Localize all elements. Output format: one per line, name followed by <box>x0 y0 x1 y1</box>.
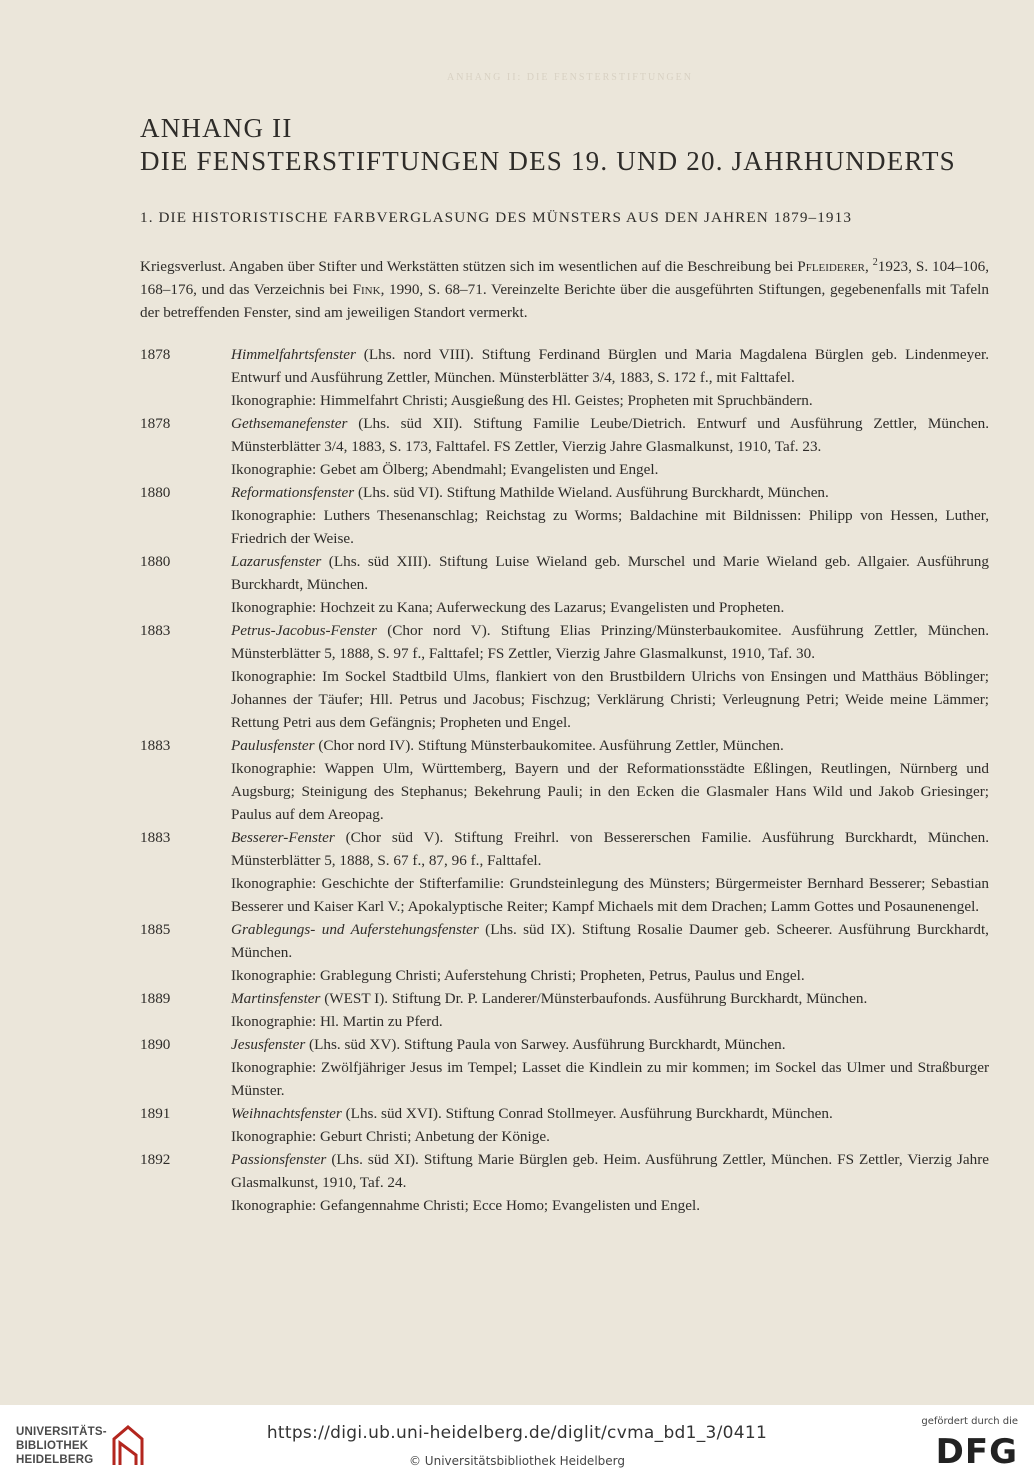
entry-body <box>231 734 989 826</box>
window-entry <box>140 826 989 918</box>
entry-year: 1890 <box>140 1036 171 1053</box>
entry-iconography: Ikonographie: Zwölfjähriger Jesus im Tempel; Lasset die Kindlein zu mir kommen; im Sockel das Ulmer und Straßburger Münster. <box>231 1059 989 1099</box>
window-entry <box>140 550 989 619</box>
entry-year: 1889 <box>140 990 171 1007</box>
window-entry <box>140 918 989 987</box>
entry-year: 1880 <box>140 484 171 501</box>
library-name-line3: HEIDELBERG <box>16 1454 94 1466</box>
window-name: Gethsemanefenster <box>231 415 348 432</box>
section-heading: 1. DIE HISTORISTISCHE FARBVERGLASUNG DES MÜNSTERS AUS DEN JAHREN 1879–1913 <box>140 209 853 226</box>
window-entry <box>140 1148 989 1217</box>
entry-details: (Lhs. nord VIII). Stiftung Ferdinand Bürglen und Maria Magdalena Bürglen geb. Lindenmeyer. Entwurf und Ausführung Zettler, München. Münsterblätter 3/4, 1883, S. 172 f., mit Falttafel. <box>231 346 989 386</box>
entry-year: 1878 <box>140 346 171 363</box>
window-list <box>140 343 989 1217</box>
entry-iconography: Ikonographie: Gebet am Ölberg; Abendmahl; Evangelisten und Engel. <box>231 461 659 478</box>
entry-details: (Chor nord IV). Stiftung Münsterbaukomitee. Ausführung Zettler, München. <box>314 737 784 754</box>
entry-body <box>231 1102 989 1148</box>
entry-body <box>231 481 989 550</box>
permalink-url[interactable]: https://digi.ub.uni-heidelberg.de/diglit/cvma_bd1_3/0411 <box>266 1423 768 1443</box>
entry-body <box>231 826 989 918</box>
entry-details: (Lhs. süd XI). Stiftung Marie Bürglen geb. Heim. Ausführung Zettler, München. FS Zettler, Vierzig Jahre Glasmalkunst, 1910, Taf. 24. <box>231 1151 989 1191</box>
copyright-notice: © Universitätsbibliothek Heidelberg <box>408 1454 625 1468</box>
entry-body <box>231 412 989 481</box>
entry-iconography: Ikonographie: Gefangennahme Christi; Ecce Homo; Evangelisten und Engel. <box>231 1197 700 1214</box>
window-entry <box>140 734 989 826</box>
entry-description <box>231 343 989 389</box>
entry-description <box>231 826 989 872</box>
entry-details: (Lhs. süd XII). Stiftung Familie Leube/Dietrich. Entwurf und Ausführung Zettler, München. Münsterblätter 3/4, 1883, S. 173, Falttafel. FS Zettler, Vierzig Jahre Glasmalkunst, 1910, Taf. 23. <box>231 415 989 455</box>
entry-details: (Chor nord V). Stiftung Elias Prinzing/Münsterbaukomitee. Ausführung Zettler, München. Münsterblätter 5, 1888, S. 97 f., Falttafel; FS Zettler, Vierzig Jahre Glasmalkunst, 1910, Taf. 30. <box>231 622 989 662</box>
window-entry <box>140 987 989 1033</box>
entry-year: 1883 <box>140 622 171 639</box>
entry-iconography: Ikonographie: Himmelfahrt Christi; Ausgießung des Hl. Geistes; Propheten mit Spruchbändern. <box>231 392 813 409</box>
entry-iconography: Ikonographie: Geburt Christi; Anbetung der Könige. <box>231 1128 550 1145</box>
window-name: Paulusfenster <box>231 737 315 754</box>
window-entry <box>140 619 989 734</box>
page-title <box>140 112 1000 178</box>
entry-details: (Lhs. süd IX). Stiftung Rosalie Daumer geb. Scheerer. Ausführung Burckhardt, München. <box>231 921 989 961</box>
window-entry <box>140 1033 989 1102</box>
intro-text-1: Kriegsverlust. Angaben über Stifter und Werkstätten stützen sich im wesentlichen auf die Beschreibung bei <box>140 258 798 275</box>
entry-description <box>231 987 989 1010</box>
window-name: Grablegungs- und Auferstehungsfenster <box>231 921 479 938</box>
intro-paragraph <box>140 256 989 324</box>
entry-year: 1892 <box>140 1151 171 1168</box>
window-name: Reformationsfenster <box>231 484 355 501</box>
entry-iconography: Ikonographie: Luthers Thesenanschlag; Reichstag zu Worms; Baldachine mit Bildnissen: Philipp von Hessen, Luther, Friedrich der Weise. <box>231 507 989 547</box>
entry-description <box>231 550 989 596</box>
window-entry <box>140 1102 989 1148</box>
show-through-running-head: ANHANG II: DIE FENSTERSTIFTUNGEN <box>447 72 693 83</box>
window-entry <box>140 343 989 412</box>
entry-iconography: Ikonographie: Im Sockel Stadtbild Ulms, flankiert von den Brustbildern Ulrichs von Ensingen und Matthäus Böblinger; Johannes der Täufer; Hll. Petrus und Jacobus; Fischzug; Verklärung Christi; Verleugnung Petri; Weide meine Lämmer; Rettung Petri aus dem Gefängnis; Propheten und Engel. <box>231 668 989 731</box>
entry-details: (Chor süd V). Stiftung Freihrl. von Bessererschen Familie. Ausführung Burckhardt, München. Münsterblätter 5, 1888, S. 67 f., 87, 96 f., Falttafel. <box>231 829 989 869</box>
entry-iconography: Ikonographie: Hochzeit zu Kana; Auferweckung des Lazarus; Evangelisten und Propheten. <box>231 599 785 616</box>
entry-details: (Lhs. süd VI). Stiftung Mathilde Wieland. Ausführung Burckhardt, München. <box>354 484 829 501</box>
title-appendix: ANHANG II <box>140 113 293 143</box>
entry-description <box>231 1148 989 1194</box>
entry-iconography: Ikonographie: Wappen Ulm, Württemberg, Bayern und der Reformationsstädte Eßlingen, Reutlingen, Nürnberg und Augsburg; Steinigung des Stephanus; Bekehrung Pauli; in den Ecken die Glasmaler Hans Wild und Jakob Griesinger; Paulus auf dem Areopag. <box>231 760 989 823</box>
entry-iconography: Ikonographie: Grablegung Christi; Auferstehung Christi; Propheten, Petrus, Paulus und Engel. <box>231 967 805 984</box>
entry-year: 1878 <box>140 415 171 432</box>
window-name: Himmelfahrtsfenster <box>231 346 356 363</box>
entry-body <box>231 343 989 412</box>
author-fink: Fink <box>352 280 381 298</box>
entry-body <box>231 918 989 987</box>
entry-body <box>231 619 989 734</box>
entry-year: 1885 <box>140 921 171 938</box>
entry-body <box>231 1033 989 1102</box>
entry-description <box>231 412 989 458</box>
author-pfleiderer: Pfleiderer <box>797 258 865 275</box>
entry-year: 1883 <box>140 829 171 846</box>
intro-text-2: 1923, S. 104–106, 168–176, und das Verzeichnis bei <box>140 258 990 298</box>
entry-year: 1891 <box>140 1105 171 1122</box>
window-name: Weihnachtsfenster <box>231 1105 342 1122</box>
entry-year: 1880 <box>140 553 171 570</box>
dfg-logo[interactable]: DFG <box>935 1432 1018 1472</box>
entry-details: (Lhs. süd XV). Stiftung Paula von Sarwey. Ausführung Burckhardt, München. <box>305 1036 786 1053</box>
window-name: Martinsfenster <box>231 990 321 1007</box>
entry-description <box>231 619 989 665</box>
entry-details: (WEST I). Stiftung Dr. P. Landerer/Münsterbaufonds. Ausführung Burckhardt, München. <box>320 990 868 1007</box>
library-name-line1: UNIVERSITÄTS- <box>16 1426 107 1438</box>
window-name: Besserer-Fenster <box>231 829 335 846</box>
window-name: Lazarusfenster <box>231 553 322 570</box>
entry-description <box>231 918 989 964</box>
entry-body <box>231 1148 989 1217</box>
footer-bar <box>0 1405 1034 1481</box>
window-name: Passionsfenster <box>231 1151 327 1168</box>
window-name: Jesusfenster <box>231 1036 306 1053</box>
entry-body <box>231 550 989 619</box>
entry-iconography: Ikonographie: Hl. Martin zu Pferd. <box>231 1013 443 1030</box>
entry-description <box>231 734 989 757</box>
entry-body <box>231 987 989 1033</box>
window-name: Petrus-Jacobus-Fenster <box>231 622 377 639</box>
funding-note: gefördert durch die <box>921 1416 1018 1427</box>
entry-details: (Lhs. süd XIII). Stiftung Luise Wieland geb. Murschel und Marie Wieland geb. Allgaier. Ausführung Burckhardt, München. <box>231 553 989 593</box>
entry-year: 1883 <box>140 737 171 754</box>
title-main: DIE FENSTERSTIFTUNGEN DES 19. UND 20. JAHRHUNDERTS <box>140 146 956 176</box>
window-entry <box>140 412 989 481</box>
library-name-line2: BIBLIOTHEK <box>16 1440 89 1452</box>
entry-description <box>231 1102 989 1125</box>
entry-iconography: Ikonographie: Geschichte der Stifterfamilie: Grundsteinlegung des Münsters; Bürgermeister Bernhard Besserer; Sebastian Besserer und Kaiser Karl V.; Apokalyptische Reiter; Kampf Michaels mit dem Drachen; Lamm Gottes und Posaunenengel. <box>231 875 989 915</box>
entry-description <box>231 481 989 504</box>
entry-details: (Lhs. süd XVI). Stiftung Conrad Stollmeyer. Ausführung Burckhardt, München. <box>341 1105 833 1122</box>
edition-superscript: , $^2$ <box>865 256 878 275</box>
window-entry <box>140 481 989 550</box>
intro-text-3: , 1990, S. 68–71. Vereinzelte Berichte über die ausgeführten Stiftungen, gegebenenfalls mit Tafeln der betreffenden Fenster, sind am jeweiligen Standort vermerkt. <box>140 280 989 321</box>
entry-description <box>231 1033 989 1056</box>
